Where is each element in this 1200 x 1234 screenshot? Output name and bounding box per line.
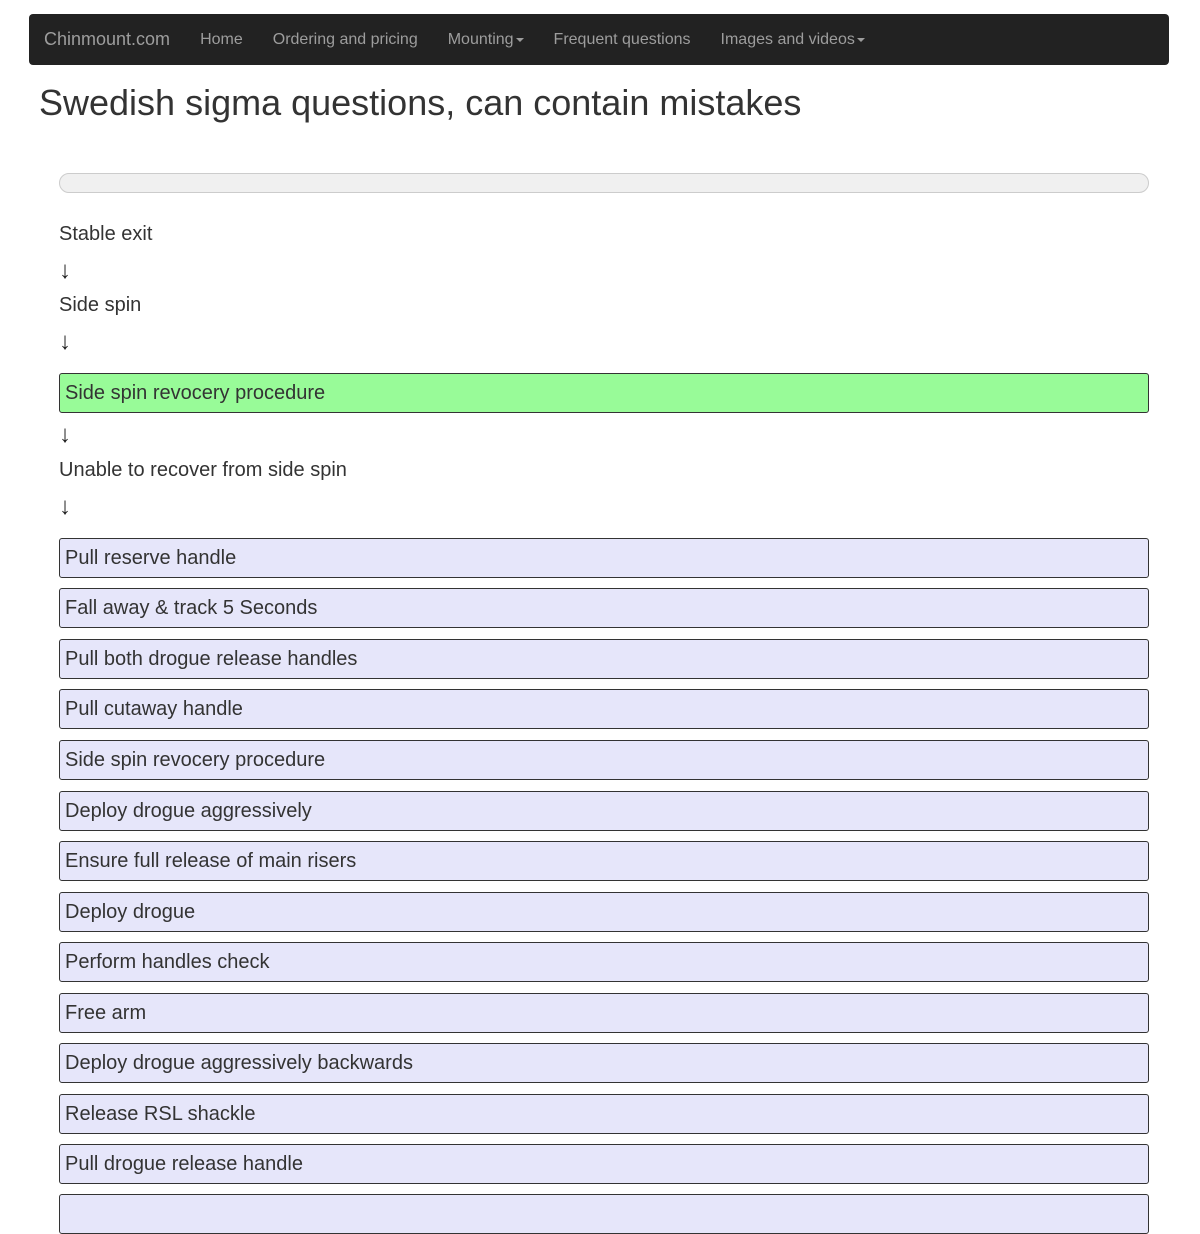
progress-bar bbox=[59, 173, 1149, 193]
navbar bbox=[29, 14, 1169, 65]
nav-mounting[interactable] bbox=[433, 14, 539, 65]
nav-home[interactable] bbox=[185, 14, 258, 65]
step-side-spin: Side spin bbox=[59, 294, 142, 316]
down-arrow-icon: ↓ bbox=[59, 493, 71, 520]
option-button[interactable]: Pull drogue release handle bbox=[59, 1144, 1149, 1184]
option-button[interactable]: Free arm bbox=[59, 993, 1149, 1033]
down-arrow-icon: ↓ bbox=[59, 328, 71, 355]
option-button[interactable]: Deploy drogue aggressively bbox=[59, 791, 1149, 831]
step-stable-exit: Stable exit bbox=[59, 223, 153, 245]
brand-link[interactable]: Chinmount.com bbox=[44, 29, 171, 49]
option-button[interactable]: Pull cutaway handle bbox=[59, 689, 1149, 729]
step-unable-to-recover: Unable to recover from side spin bbox=[59, 459, 347, 481]
nav-images-videos[interactable] bbox=[706, 14, 880, 65]
nav-frequent-questions[interactable] bbox=[539, 14, 706, 65]
down-arrow-icon: ↓ bbox=[59, 257, 71, 284]
option-button[interactable]: Pull both drogue release handles bbox=[59, 639, 1149, 679]
option-button-partial[interactable] bbox=[59, 1194, 1149, 1234]
down-arrow-icon: ↓ bbox=[59, 421, 71, 448]
caret-down-icon bbox=[857, 38, 865, 42]
nav-mounting-label: Mounting bbox=[447, 31, 514, 48]
option-button[interactable]: Fall away & track 5 Seconds bbox=[59, 588, 1149, 628]
nav-ordering-pricing-label: Ordering and pricing bbox=[272, 31, 418, 48]
page-title: Swedish sigma questions, can contain mistakes bbox=[39, 82, 802, 123]
option-button[interactable]: Side spin revocery procedure bbox=[59, 740, 1149, 780]
option-button[interactable]: Pull reserve handle bbox=[59, 538, 1149, 578]
option-button[interactable]: Perform handles check bbox=[59, 942, 1149, 982]
caret-down-icon bbox=[516, 38, 524, 42]
nav-home-label: Home bbox=[200, 31, 243, 48]
option-button[interactable]: Deploy drogue aggressively backwards bbox=[59, 1043, 1149, 1083]
nav-frequent-questions-label: Frequent questions bbox=[553, 31, 691, 48]
option-button[interactable]: Ensure full release of main risers bbox=[59, 841, 1149, 881]
option-button[interactable]: Release RSL shackle bbox=[59, 1094, 1149, 1134]
selected-answer: Side spin revocery procedure bbox=[59, 373, 1149, 413]
nav-images-videos-label: Images and videos bbox=[720, 31, 855, 48]
nav-ordering-pricing[interactable] bbox=[258, 14, 433, 65]
option-button[interactable]: Deploy drogue bbox=[59, 892, 1149, 932]
